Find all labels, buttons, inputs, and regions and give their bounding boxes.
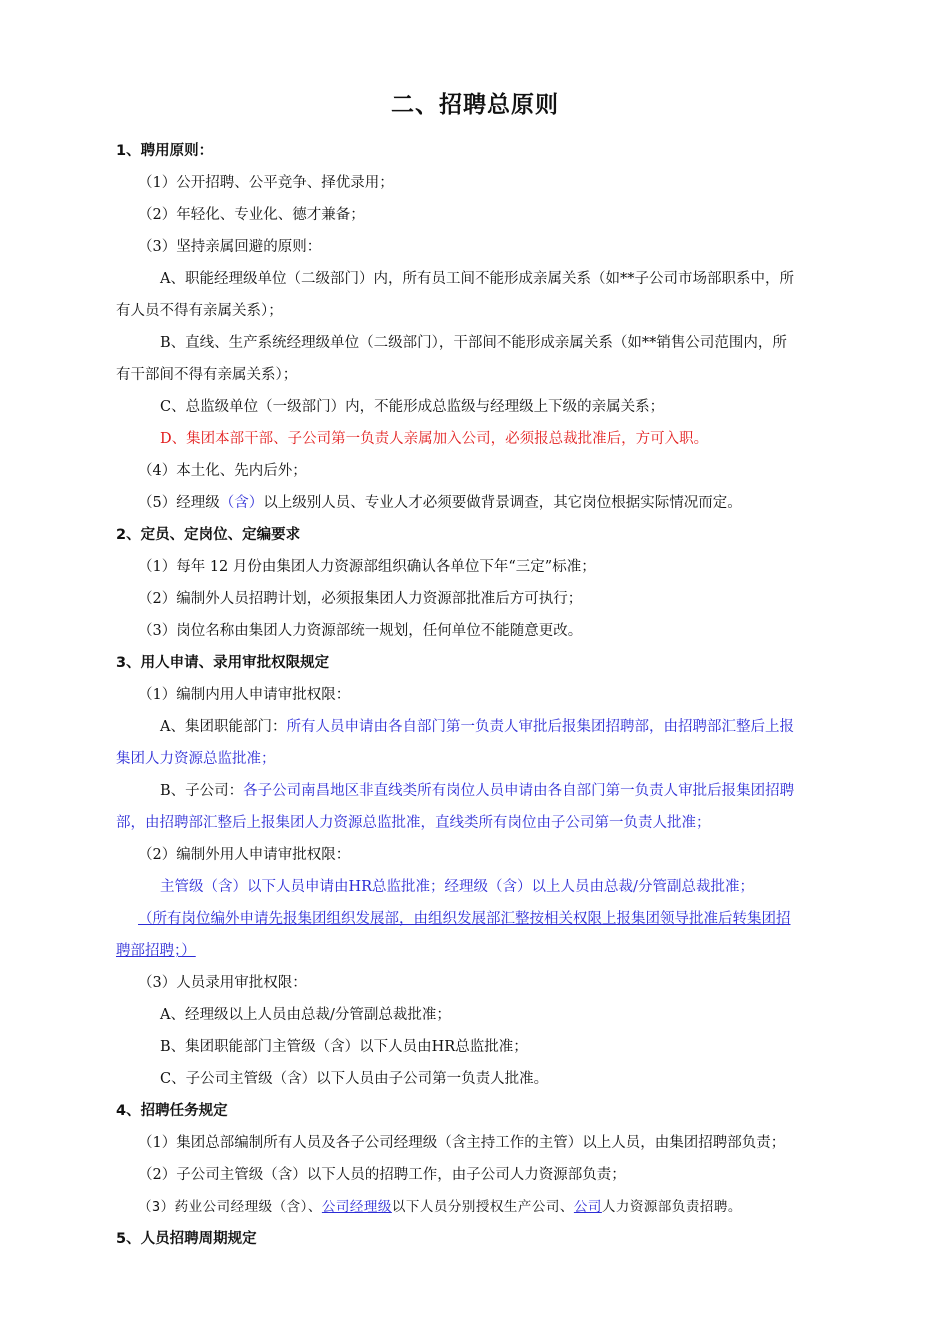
s3-item-1b-text: 各子公司南昌地区非直线类所有岗位人员申请由各自部门第一负责人审批后报集团招聘 bbox=[243, 783, 795, 799]
s3-item-2-note-line1: （所有岗位编外申请先报集团组织发展部，由组织发展部汇整按相关权限上报集团领导批准后转集团招 bbox=[138, 911, 791, 927]
s3-item-1a-line1 bbox=[160, 718, 794, 736]
s3-item-3b: B、集团职能部门主管级（含）以下人员由HR总监批准； bbox=[160, 1039, 528, 1055]
s1-item-3: （3）坚持亲属回避的原则： bbox=[138, 239, 322, 255]
s1-item-4: （4）本土化、先内后外； bbox=[138, 463, 307, 479]
s3-item-3c: C、子公司主管级（含）以下人员由子公司第一负责人批准。 bbox=[160, 1071, 549, 1087]
section-heading-2: 2、定员、定岗位、定编要求 bbox=[116, 527, 301, 543]
s1-item-5 bbox=[138, 494, 742, 512]
page-title: 二、招聘总原则 bbox=[391, 92, 559, 118]
s4-item-3-part1: （3）药业公司经理级（含）、 bbox=[138, 1199, 322, 1215]
s1-item-5-part1: （5）经理级 bbox=[138, 495, 220, 511]
s4-item-3 bbox=[138, 1198, 742, 1216]
s4-item-3-part3: 人力资源部负责招聘。 bbox=[601, 1199, 742, 1215]
s3-item-3a: A、经理级以上人员由总裁/分管副总裁批准； bbox=[160, 1007, 451, 1023]
s1-item-3a-line2: 有人员不得有亲属关系）； bbox=[116, 303, 283, 319]
s1-item-3b-line1: B、直线、生产系统经理级单位（二级部门），干部间不能形成亲属关系（如**销售公司范围内，所 bbox=[160, 335, 787, 351]
s2-item-3: （3）岗位名称由集团人力资源部统一规划，任何单位不能随意更改。 bbox=[138, 623, 583, 639]
s3-item-1a-line2: 集团人力资源总监批准； bbox=[116, 751, 276, 767]
s1-item-3a-line1: A、职能经理级单位（二级部门）内，所有员工间不能形成亲属关系（如**子公司市场部职系中，所 bbox=[160, 271, 794, 287]
s4-item-3-part2: 以下人员分别授权生产公司、 bbox=[391, 1199, 574, 1215]
s4-item-1: （1）集团总部编制所有人员及各子公司经理级（含主持工作的主管）以上人员，由集团招聘部负责； bbox=[138, 1135, 786, 1151]
section-heading-4: 4、招聘任务规定 bbox=[116, 1103, 228, 1119]
s1-item-1: （1）公开招聘、公平竞争、择优录用； bbox=[138, 175, 394, 191]
s3-item-1b-label: B、子公司： bbox=[160, 783, 244, 799]
s3-item-1a-label: A、集团职能部门： bbox=[160, 719, 287, 735]
s1-item-2: （2）年轻化、专业化、德才兼备； bbox=[138, 207, 365, 223]
s1-item-5-inserted: （含） bbox=[219, 495, 264, 511]
s4-item-3-link1: 公司经理级 bbox=[321, 1199, 392, 1215]
s2-item-2: （2）编制外人员招聘计划，必须报集团人力资源部批准后方可执行； bbox=[138, 591, 583, 607]
s3-item-1a-text: 所有人员申请由各自部门第一负责人审批后报集团招聘部，由招聘部汇整后上报 bbox=[286, 719, 794, 735]
s1-item-3b-line2: 有干部间不得有亲属关系）； bbox=[116, 367, 298, 383]
s4-item-3-link2: 公司 bbox=[573, 1199, 602, 1215]
s3-item-1b-line1 bbox=[160, 782, 794, 800]
s3-item-2-note-line2: 聘部招聘；） bbox=[116, 943, 196, 959]
s4-item-2: （2）子公司主管级（含）以下人员的招聘工作，由子公司人力资源部负责； bbox=[138, 1167, 626, 1183]
s1-item-3d-highlight: D、集团本部干部、子公司第一负责人亲属加入公司，必须报总裁批准后，方可入职。 bbox=[160, 431, 709, 447]
s1-item-5-part2: 以上级别人员、专业人才必须要做背景调查，其它岗位根据实际情况而定。 bbox=[263, 495, 742, 511]
section-heading-5: 5、人员招聘周期规定 bbox=[116, 1231, 257, 1247]
s3-item-3: （3）人员录用审批权限： bbox=[138, 975, 307, 991]
s3-item-1b-line2: 部，由招聘部汇整后上报集团人力资源总监批准，直线类所有岗位由子公司第一负责人批准； bbox=[116, 815, 711, 831]
s3-item-2-line1: 主管级（含）以下人员申请由HR总监批准；经理级（含）以上人员由总裁/分管副总裁批准； bbox=[160, 879, 754, 895]
section-heading-3: 3、用人申请、录用审批权限规定 bbox=[116, 655, 330, 671]
s3-item-2: （2）编制外用人申请审批权限： bbox=[138, 847, 351, 863]
section-heading-1: 1、聘用原则： bbox=[116, 143, 214, 159]
s1-item-3c: C、总监级单位（一级部门）内，不能形成总监级与经理级上下级的亲属关系； bbox=[160, 399, 665, 415]
s2-item-1: （1）每年 12 月份由集团人力资源部组织确认各单位下年“三定”标准； bbox=[138, 559, 596, 575]
s3-item-1: （1）编制内用人申请审批权限： bbox=[138, 687, 351, 703]
